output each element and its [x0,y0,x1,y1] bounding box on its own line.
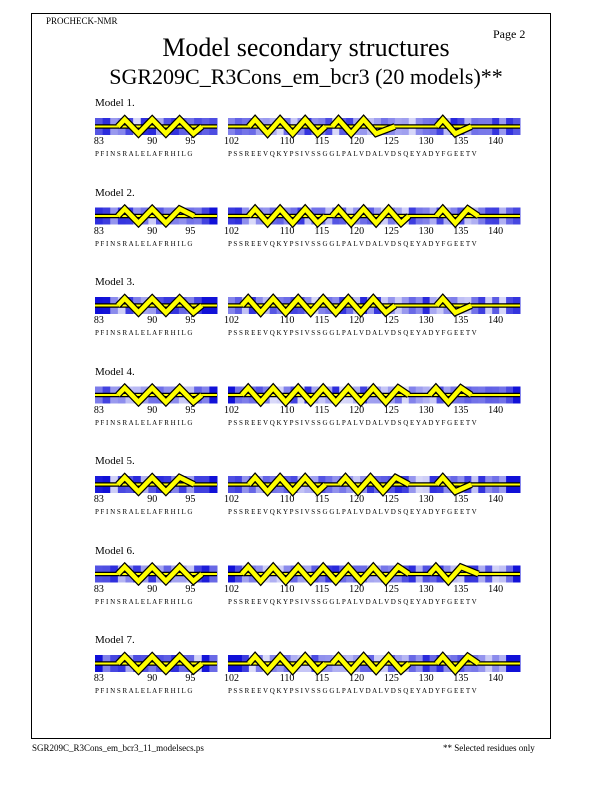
sequence-text: P F I N S R A L E L A F R H I L G [95,239,193,248]
residue-number-tick: 120 [349,583,365,595]
page-title: Model secondary structures [162,33,450,62]
residue-number-tick: 125 [383,136,399,147]
residue-number-tick: 130 [418,494,434,505]
residue-number-tick: 140 [488,494,504,505]
residue-number-tick: 125 [383,225,399,237]
residue-number-tick: 115 [314,404,330,416]
residue-number-tick: 95 [185,583,196,595]
residue-number-tick: 135 [453,583,469,595]
residue-number-tick: 90 [147,494,158,505]
model-label: Model 5. [95,455,135,467]
footer-filename: SGR209C_R3Cons_em_bcr3_11_modelsecs.ps [32,743,204,753]
residue-number-tick: 140 [488,404,504,416]
residue-number-tick: 102 [223,136,239,147]
sequence-text: P S S R E E V Q K Y P S I V S S G G L P A L V D A L V D S Q E Y A D Y F G E E T V [228,329,477,337]
residue-number-tick: 95 [185,404,196,416]
residue-number-tick: 115 [314,315,330,326]
model-label: Model 4. [95,365,135,378]
sequence-text: P S S R E E V Q K Y P S I V S S G G L P A L V D A L V D S Q E Y A D Y F G E E T V [228,597,477,606]
residue-number-tick: 120 [349,315,365,326]
residue-number-tick: 110 [279,673,295,684]
residue-number-tick: 90 [147,315,158,326]
sequence-text: P S S R E E V Q K Y P S I V S S G G L P A L V D A L V D S Q E Y A D Y F G E E T V [228,418,477,427]
residue-number-tick: 140 [488,583,504,595]
residue-number-tick: 95 [185,136,196,147]
model-label: Model 2. [95,186,135,199]
model-label: Model 6. [95,544,135,557]
page-number: Page 2 [493,27,526,41]
residue-number-tick: 130 [418,315,434,326]
residue-number-tick: 120 [349,673,365,684]
residue-number-tick: 95 [185,494,196,505]
residue-number-tick: 130 [418,136,434,147]
residue-number-tick: 115 [314,225,330,237]
residue-number-tick: 135 [453,494,469,505]
residue-number-tick: 83 [93,404,104,416]
residue-number-tick: 102 [223,315,239,326]
residue-number-tick: 115 [314,673,330,684]
residue-number-tick: 130 [418,404,434,416]
residue-number-tick: 125 [383,583,399,595]
residue-number-tick: 135 [453,404,469,416]
residue-number-tick: 130 [418,583,434,595]
residue-number-tick: 95 [185,225,196,237]
program-name: PROCHECK-NMR [46,16,118,26]
residue-number-tick: 140 [488,673,504,684]
residue-number-tick: 110 [279,225,295,237]
residue-number-tick: 102 [223,404,239,416]
model-label: Model 7. [95,634,135,646]
residue-number-tick: 83 [93,315,104,326]
residue-number-tick: 130 [418,673,434,684]
residue-number-tick: 125 [383,494,399,505]
residue-number-tick: 110 [279,583,295,595]
residue-number-tick: 135 [453,673,469,684]
residue-number-tick: 110 [279,404,295,416]
residue-number-tick: 102 [223,673,239,684]
residue-number-tick: 110 [279,315,295,326]
residue-number-tick: 90 [147,673,158,684]
residue-number-tick: 125 [383,315,399,326]
sequence-text: P S S R E E V Q K Y P S I V S S G G L P A L V D A L V D S Q E Y A D Y F G E E T V [228,239,477,248]
model-label: Model 1. [95,97,135,109]
sequence-text: P F I N S R A L E L A F R H I L G [95,687,193,695]
residue-number-tick: 83 [93,136,104,147]
residue-number-tick: 83 [93,225,104,237]
residue-number-tick: 130 [418,225,434,237]
residue-number-tick: 102 [223,494,239,505]
residue-number-tick: 120 [349,404,365,416]
page-subtitle: SGR209C_R3Cons_em_bcr3 (20 models)** [109,64,503,89]
residue-number-tick: 140 [488,136,504,147]
residue-number-tick: 135 [453,225,469,237]
residue-number-tick: 90 [147,136,158,147]
sequence-text: P F I N S R A L E L A F R H I L G [95,150,193,158]
residue-number-tick: 95 [185,315,196,326]
model-label: Model 3. [95,276,135,288]
residue-number-tick: 115 [314,494,330,505]
sequence-text: P S S R E E V Q K Y P S I V S S G G L P A L V D A L V D S Q E Y A D Y F G E E T V [228,687,477,695]
residue-number-tick: 125 [383,404,399,416]
residue-number-tick: 140 [488,315,504,326]
residue-number-tick: 102 [223,583,239,595]
residue-number-tick: 115 [314,583,330,595]
sequence-text: P S S R E E V Q K Y P S I V S S G G L P A L V D A L V D S Q E Y A D Y F G E E T V [228,508,477,516]
footer-note: ** Selected residues only [443,743,535,753]
residue-number-tick: 90 [147,404,158,416]
residue-number-tick: 135 [453,315,469,326]
residue-number-tick: 115 [314,136,330,147]
sequence-text: P F I N S R A L E L A F R H I L G [95,418,193,427]
sequence-text: P F I N S R A L E L A F R H I L G [95,508,193,516]
sequence-text: P F I N S R A L E L A F R H I L G [95,597,193,606]
residue-number-tick: 125 [383,673,399,684]
residue-number-tick: 83 [93,673,104,684]
residue-number-tick: 140 [488,225,504,237]
sequence-text: P F I N S R A L E L A F R H I L G [95,329,193,337]
residue-number-tick: 110 [279,136,295,147]
residue-number-tick: 110 [279,494,295,505]
sequence-text: P S S R E E V Q K Y P S I V S S G G L P A L V D A L V D S Q E Y A D Y F G E E T V [228,150,477,158]
residue-number-tick: 83 [93,583,104,595]
residue-number-tick: 102 [223,225,239,237]
residue-number-tick: 120 [349,494,365,505]
residue-number-tick: 95 [185,673,196,684]
residue-number-tick: 135 [453,136,469,147]
residue-number-tick: 83 [93,494,104,505]
residue-number-tick: 120 [349,136,365,147]
residue-number-tick: 90 [147,583,158,595]
residue-number-tick: 120 [349,225,365,237]
residue-number-tick: 90 [147,225,158,237]
